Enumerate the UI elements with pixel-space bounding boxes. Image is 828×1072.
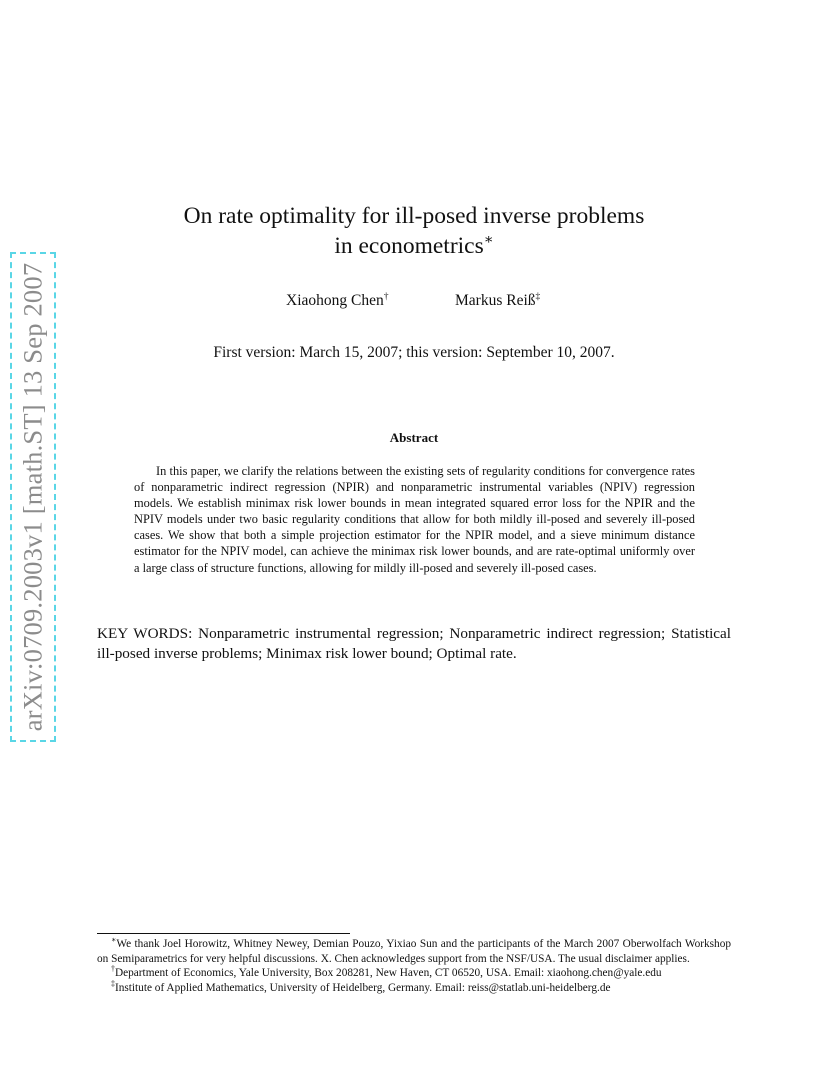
title-line-2 [0,231,828,261]
keywords: KEY WORDS: Nonparametric instrumental regression; Nonparametric indirect regression; Statistical ill-posed inverse problems; Minimax risk lower bound; Optimal rate. [97,625,731,662]
paper-title [0,201,828,261]
footnote-mark: ∗ [111,935,117,945]
author-name: Markus Reiß [455,292,536,309]
footnote-text: We thank Joel Horowitz, Whitney Newey, Demian Pouzo, Yixiao Sun and the participants of the March 2007 Oberwolfach Workshop on Semiparametrics for very helpful discussions. X. Chen acknowledges support from the NSF/USA. The usual disclaimer applies. [97,938,731,965]
author-footnote-mark: † [383,290,389,302]
author-footnote-mark: ‡ [535,290,541,302]
footnote-divider [97,933,350,934]
footnote-text: Institute of Applied Mathematics, University of Heidelberg, Germany. Email: reiss@statlab.uni-heidelberg.de [114,981,611,994]
title-footnote-mark: ∗ [483,232,494,249]
abstract-heading: Abstract [389,430,439,445]
version-dates: First version: March 15, 2007; this version: September 10, 2007. [213,344,615,361]
footnote-chen-affiliation [97,966,731,981]
footnote-mark: ‡ [111,979,115,989]
abstract-text: In this paper, we clarify the relations between the existing sets of regularity conditions for convergence rates of nonparametric indirect regression (NPIR) and nonparametric instrumental variables (NPIV) regression models. We establish minimax risk lower bounds in mean integrated squared error loss for the NPIR and the NPIV models under two basic regularity conditions that allow for both mildly ill-posed and severely ill-posed cases. We show that both a simple projection estimator for the NPIR model, and a sieve minimum distance estimator for the NPIV model, can achieve the minimax risk lower bounds, and are rate-optimal uniformly over a large class of structure functions, allowing for mildly ill-posed and severely ill-posed cases. [134,464,695,575]
footnote-acknowledgement [97,937,731,966]
arxiv-identifier: arXiv:0709.2003v1 [math.ST] 13 Sep 2007 [17,262,48,732]
footnotes [97,937,731,995]
footnote-text: Department of Economics, Yale University, Box 208281, New Haven, CT 06520, USA. Email: xiaohong.chen@yale.edu [114,967,662,980]
title-line-1: On rate optimality for ill-posed inverse problems [183,203,645,229]
author-reiss [455,292,540,310]
author-name: Xiaohong Chen [286,292,384,309]
footnote-mark: † [111,964,115,974]
author-chen [286,292,389,310]
title-line-2-text: in econometrics [334,233,484,259]
footnote-reiss-affiliation [97,981,731,996]
